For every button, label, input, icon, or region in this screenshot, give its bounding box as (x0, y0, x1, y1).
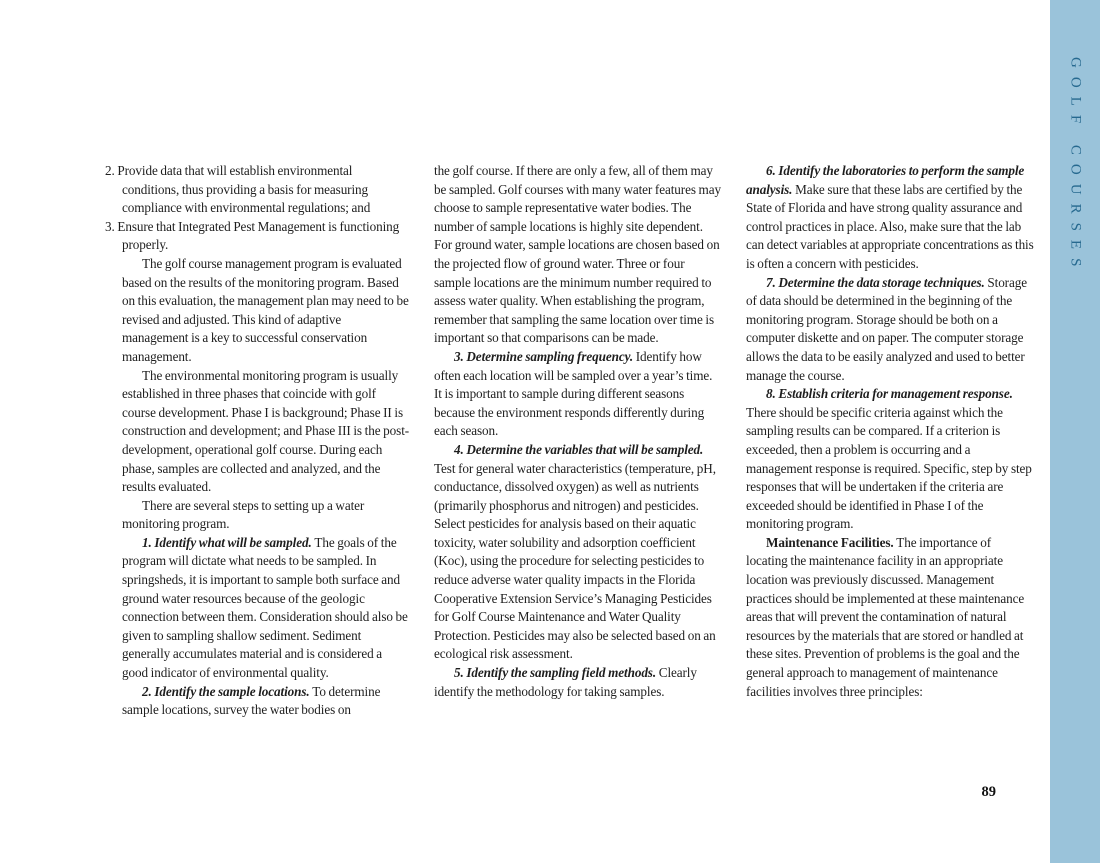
paragraph: The environmental monitoring program is usually established in three phases that coincide with golf course development. Phase I is background; Phase II is construction and development; and Phase III is the post-development, operational golf course. During each phase, samples are collected and analyzed, and the results evaluated. (122, 367, 410, 495)
text-column (105, 162, 410, 720)
text-column (746, 162, 1034, 720)
paragraph: 8. Establish criteria for management response. There should be specific criteria against which the sampling results can be compared. If a criterion is exceeded, then a problem is occurring and a management response is required. Specific, step by step responses that will be undertaken if the criteria are exceeded should be identified in Phase I of the monitoring program. (746, 386, 1032, 532)
paragraph-lead: Maintenance Facilities. (766, 534, 897, 550)
paragraph: Maintenance Facilities. The importance of locating the maintenance facility in an appropriate location was previously discussed. Management practices should be implemented at these maintenance areas that will prevent the contamination of natural resources by the materials that are stored or handled at these sites. Prevention of problems is the goal and the general approach to management of maintenance facilities involves three principles: (746, 534, 1025, 699)
list-item: 2. Provide data that will establish environmental conditions, thus providing a basis for measuring compliance with environmental regulations; and (105, 163, 371, 216)
paragraph-lead: 3. Determine sampling frequency. (454, 348, 636, 364)
paragraph: 4. Determine the variables that will be sampled. Test for general water characteristics (temperature, pH, conductance, dissolved oxygen) as well as nutrients (primarily phosphorus and nitrogen) and pesticides. Select pesticides for analysis based on their aquatic toxicity, water solubility and adsorption coefficient (Koc), using the procedure for selecting pesticides to reduce adverse water quality impacts in the Florida Cooperative Extension Service’s Managing Pesticides for Golf Course Maintenance and Water Quality Protection. Pesticides may also be selected based on an ecological risk assessment. (434, 441, 716, 662)
paragraph: There are several steps to setting up a water monitoring program. (122, 497, 365, 532)
paragraph: 1. Identify what will be sampled. The goals of the program will dictate what needs to be sampled. In springsheds, it is important to sample both surface and ground water resources because of the geologic connection between them. Consideration should also be given to sampling shallow sediment. Sediment generally accumulates material and is considered a good indicator of environmental quality. (122, 534, 408, 681)
sidebar-band (1050, 0, 1100, 863)
page-content (105, 162, 1034, 720)
paragraph-lead: 8. Establish criteria for management response. (766, 386, 1013, 402)
paragraph: the golf course. If there are only a few, all of them may be sampled. Golf courses with many water features may choose to sample representative water bodies. The number of sample locations is highly site dependent. For ground water, sample locations are chosen based on the projected flow of ground water. Three or four sample locations are the minimum number required to assess water quality. When establishing the program, remember that sampling the same location over time is important so that comparisons can be made. (434, 163, 721, 346)
paragraph-lead: 2. Identify the sample locations. (142, 683, 313, 699)
list-number: 3. (105, 218, 118, 234)
paragraph-lead: 1. Identify what will be sampled. (142, 534, 315, 550)
sidebar-title: GOLF COURSES (1067, 57, 1084, 276)
paragraph-lead: 4. Determine the variables that will be sampled. (454, 441, 704, 457)
text-column (434, 162, 722, 720)
paragraph: 2. Identify the sample locations. To determine sample locations, survey the water bodies on (122, 683, 381, 718)
paragraph-lead: 5. Identify the sampling field methods. (454, 665, 659, 681)
page-number: 89 (981, 784, 996, 800)
paragraph: 7. Determine the data storage techniques. Storage of data should be determined in the beginning of the monitoring program. Storage should be both on a computer diskette and on paper. The computer storage allows the data to be easily analyzed and used to better manage the course. (746, 274, 1027, 383)
paragraph: 3. Determine sampling frequency. Identify how often each location will be sampled over a year’s time. It is important to sample during different seasons because the environment responds differently during each season. (434, 348, 713, 439)
paragraph-lead: 7. Determine the data storage techniques. (766, 274, 988, 290)
list-number: 2. (105, 163, 118, 178)
list-item: 3. Ensure that Integrated Pest Management is functioning properly. (105, 218, 400, 253)
paragraph-lead: 6. Identify the laboratories to perform the sample analysis. (746, 163, 1025, 197)
paragraph: 6. Identify the laboratories to perform the sample analysis. Make sure that these labs are certified by the State of Florida and have strong quality assurance and control practices in place. Also, make sure that the lab can detect variables at appropriate concentrations as this is often a concern with pesticides. (746, 163, 1034, 271)
paragraph: The golf course management program is evaluated based on the results of the monitoring program. Based on this evaluation, the management plan may need to be revised and adjusted. This kind of adaptive management is a key to successful conservation management. (122, 255, 409, 364)
paragraph: 5. Identify the sampling field methods. Clearly identify the methodology for taking samples. (434, 665, 697, 699)
